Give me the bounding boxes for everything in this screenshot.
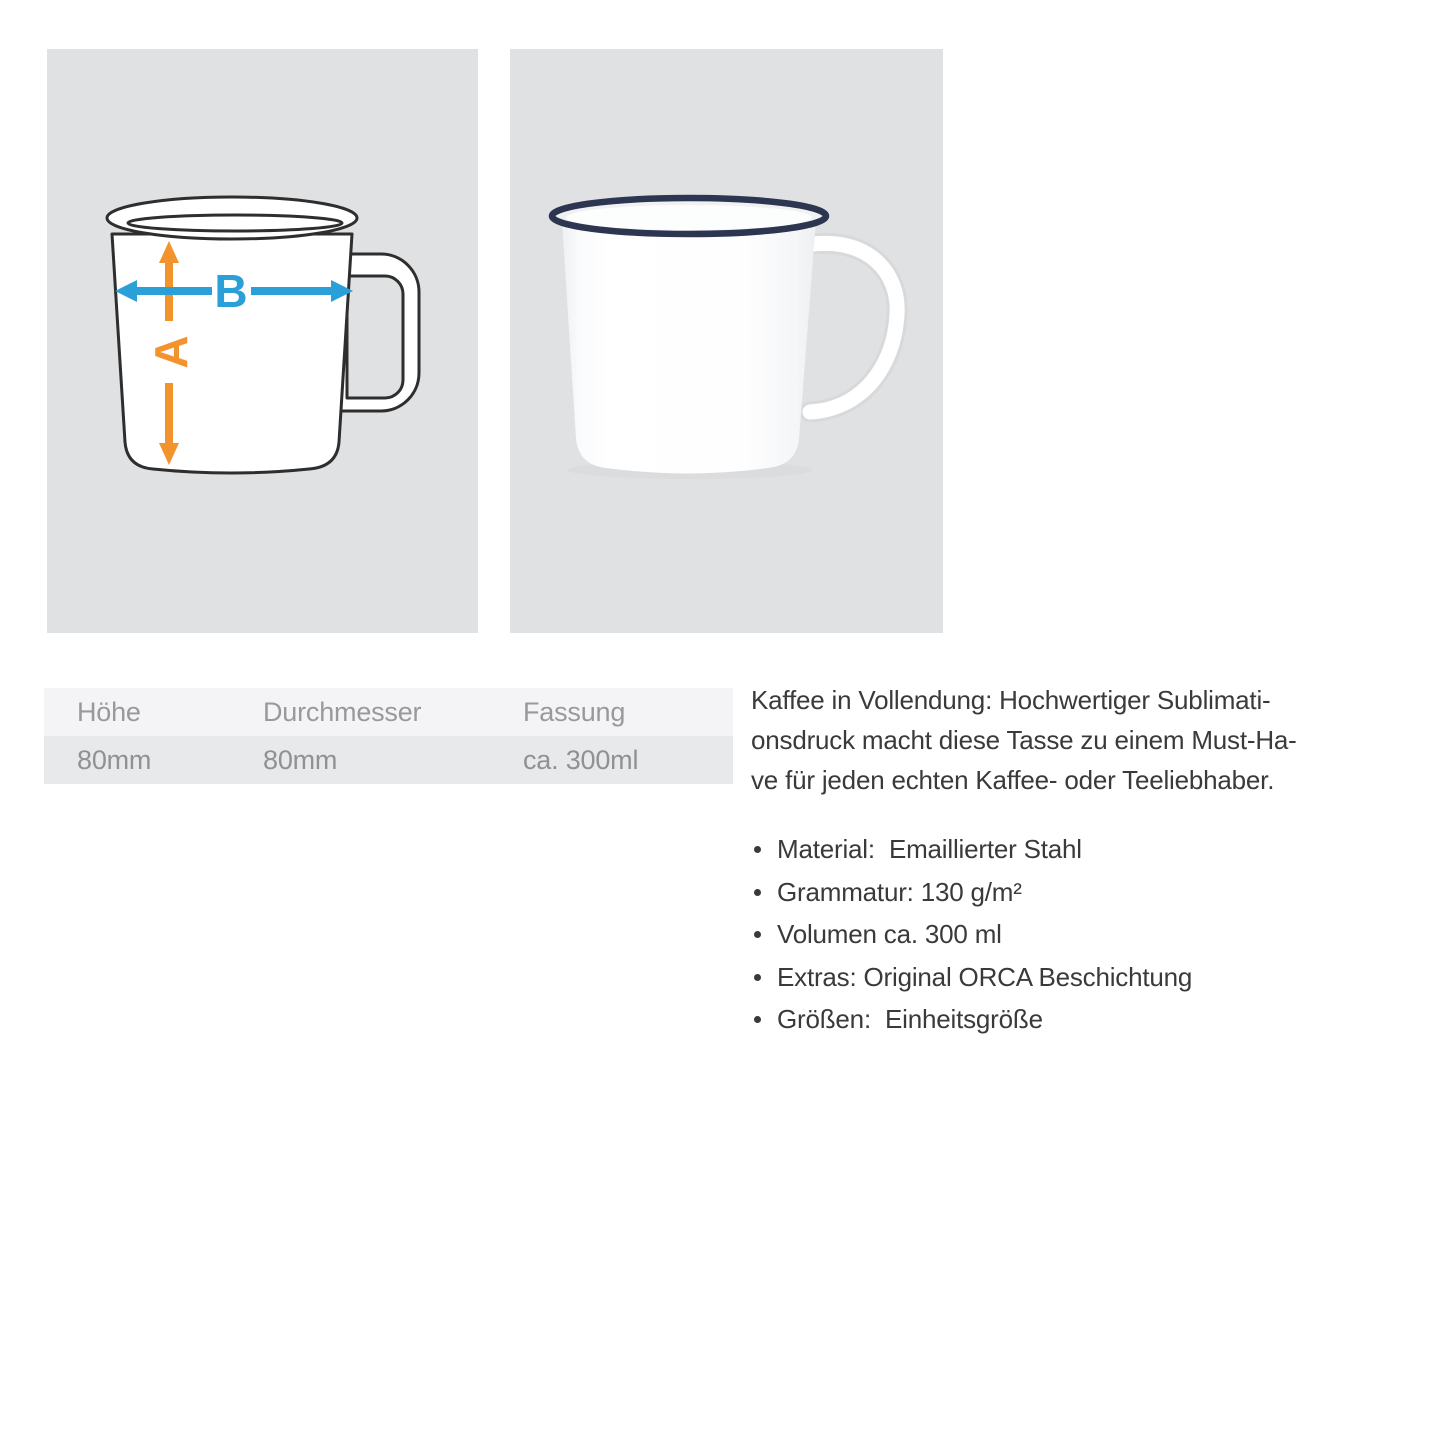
size-table-header-hoehe: Höhe	[77, 696, 141, 727]
enamel-mug-photo	[510, 49, 943, 633]
size-table-value-fassung: ca. 300ml	[523, 744, 639, 775]
size-diagram-panel	[47, 49, 478, 633]
size-table-value-durchmesser: 80mm	[263, 744, 338, 775]
photo-mug-rim-inner	[566, 205, 812, 230]
size-table	[44, 688, 733, 784]
feature-list	[751, 828, 1431, 1041]
size-table-data-row	[44, 736, 733, 784]
size-table-value-hoehe: 80mm	[77, 744, 152, 775]
description-intro	[751, 680, 1431, 800]
photo-mug-body	[562, 221, 816, 474]
size-table-header-row	[44, 688, 733, 736]
diagram-mug-opening	[128, 215, 342, 231]
feature-grammatur: Grammatur: 130 g/m²	[751, 871, 1431, 914]
product-photo-panel	[510, 49, 943, 633]
feature-material: Material: Emaillierter Stahl	[751, 828, 1431, 871]
diagram-mug-handle	[339, 254, 419, 411]
feature-volumen: Volumen ca. 300 ml	[751, 913, 1431, 956]
feature-extras: Extras: Original ORCA Beschichtung	[751, 956, 1431, 999]
intro-line: Kaffee in Vollendung: Hochwertiger Sublimati-	[751, 685, 1271, 715]
height-label-a: A	[145, 335, 197, 369]
size-table-header-fassung: Fassung	[523, 696, 626, 727]
intro-line: ve für jeden echten Kaffee- oder Teeliebhaber.	[751, 765, 1275, 795]
size-table-header-durchmesser: Durchmesser	[263, 696, 422, 727]
product-description	[751, 680, 1431, 1041]
mug-size-diagram	[47, 49, 478, 633]
diameter-label-b: B	[214, 265, 248, 317]
feature-groessen: Größen: Einheitsgröße	[751, 998, 1431, 1041]
intro-line: onsdruck macht diese Tasse zu einem Must-Ha-	[751, 725, 1297, 755]
